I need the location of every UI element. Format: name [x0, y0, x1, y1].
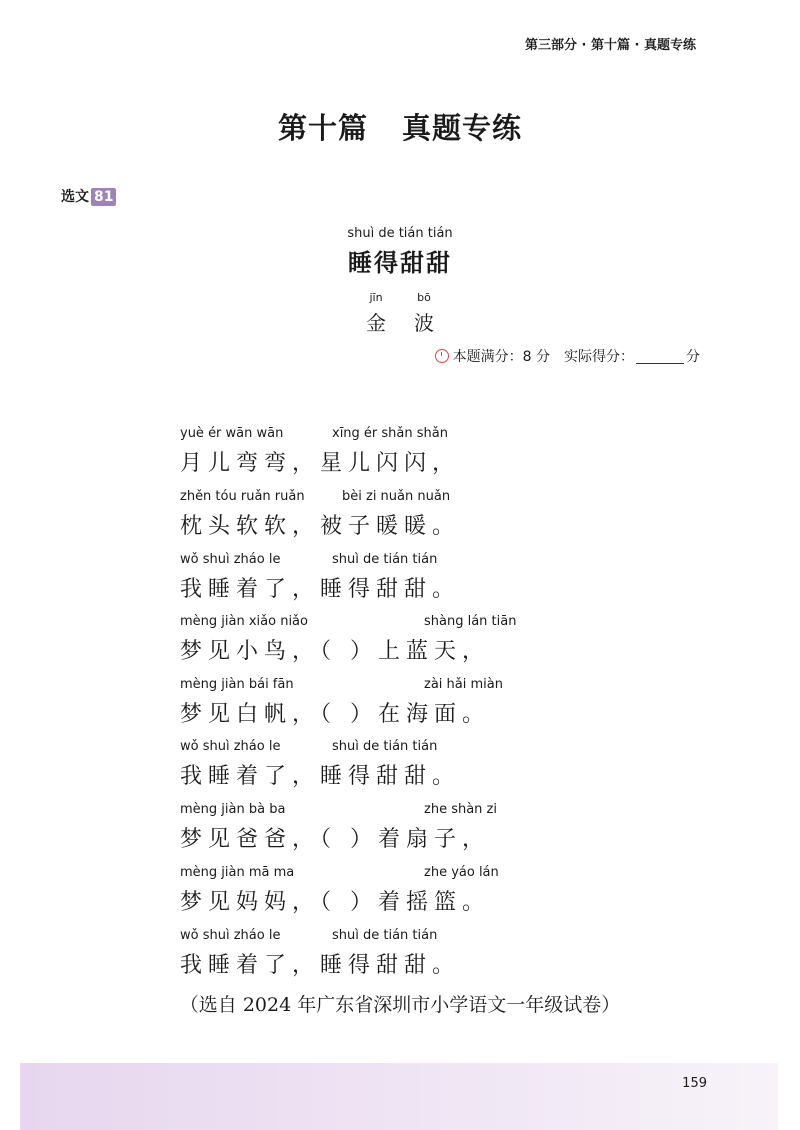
- running-header: 第三部分 · 第十篇 · 真题专练: [525, 38, 696, 53]
- author-pinyin: [0, 291, 800, 304]
- score-bar: [435, 346, 700, 366]
- poem-line-7: 梦见爸爸，（ ）着扇子，: [180, 827, 490, 852]
- pinyin-left: mèng jiàn bái fān: [180, 677, 294, 692]
- source-citation: （选自 2024 年广东省深圳市小学语文一年级试卷）: [179, 994, 621, 1016]
- page-title: [0, 106, 800, 147]
- selection-text: 选文: [61, 189, 89, 205]
- pinyin-left: yuè ér wān wān: [180, 426, 284, 441]
- pinyin-left: wǒ shuì zháo le: [180, 739, 281, 754]
- pinyin-left: zhěn tóu ruǎn ruǎn: [180, 489, 305, 504]
- pinyin-right: zhe yáo lán: [424, 865, 499, 880]
- pinyin-right: xīng ér shǎn shǎn: [332, 426, 448, 441]
- poem-line-1: 月儿弯弯，星儿闪闪，: [180, 451, 461, 476]
- pinyin-right: zài hǎi miàn: [424, 677, 503, 692]
- score-blank[interactable]: [636, 349, 684, 364]
- poem-line-6: 我睡着了，睡得甜甜。: [180, 764, 461, 789]
- pinyin-right: shuì de tián tián: [332, 928, 438, 943]
- pinyin-left: wǒ shuì zháo le: [180, 928, 281, 943]
- selection-label: [61, 186, 116, 206]
- actual-score-label: 实际得分：: [564, 349, 634, 365]
- author-char-1: 金: [366, 311, 386, 335]
- selection-number-badge: 81: [91, 188, 116, 206]
- poem-line-4: 梦见小鸟，（ ）上蓝天，: [180, 639, 490, 664]
- author-char-2: 波: [414, 311, 434, 335]
- pinyin-right: bèi zi nuǎn nuǎn: [342, 489, 451, 504]
- poem-line-2: 枕头软软，被子暖暖。: [180, 514, 461, 539]
- poem-title: 睡得甜甜: [348, 249, 452, 277]
- author-pinyin-1: jīn: [369, 291, 383, 304]
- pinyin-left: wǒ shuì zháo le: [180, 552, 281, 567]
- pinyin-left: mèng jiàn bà ba: [180, 802, 286, 817]
- pinyin-right: shuì de tián tián: [332, 552, 438, 567]
- page-number: 159: [682, 1076, 707, 1091]
- title-part-2: 真题专练: [402, 111, 523, 145]
- page-bottom-band: [20, 1063, 778, 1130]
- full-score: 本题满分：8 分: [452, 349, 550, 365]
- poem-line-9: 我睡着了，睡得甜甜。: [180, 953, 461, 978]
- title-part-1: 第十篇: [277, 111, 368, 145]
- author-pinyin-2: bō: [417, 291, 431, 304]
- poem-line-3: 我睡着了，睡得甜甜。: [180, 577, 461, 602]
- pinyin-left: mèng jiàn xiǎo niǎo: [180, 614, 308, 629]
- poem-line-8: 梦见妈妈，（ ）着摇篮。: [180, 890, 490, 915]
- pinyin-right: zhe shàn zi: [424, 802, 497, 817]
- clock-icon: [435, 349, 449, 363]
- pinyin-left: mèng jiàn mā ma: [180, 865, 295, 880]
- poem-title-pinyin: shuì de tián tián: [347, 226, 453, 241]
- poem-line-5: 梦见白帆，（ ）在海面。: [180, 702, 490, 727]
- author-name: [0, 307, 800, 336]
- pinyin-right: shàng lán tiān: [424, 614, 517, 629]
- pinyin-right: shuì de tián tián: [332, 739, 438, 754]
- score-unit: 分: [686, 349, 700, 365]
